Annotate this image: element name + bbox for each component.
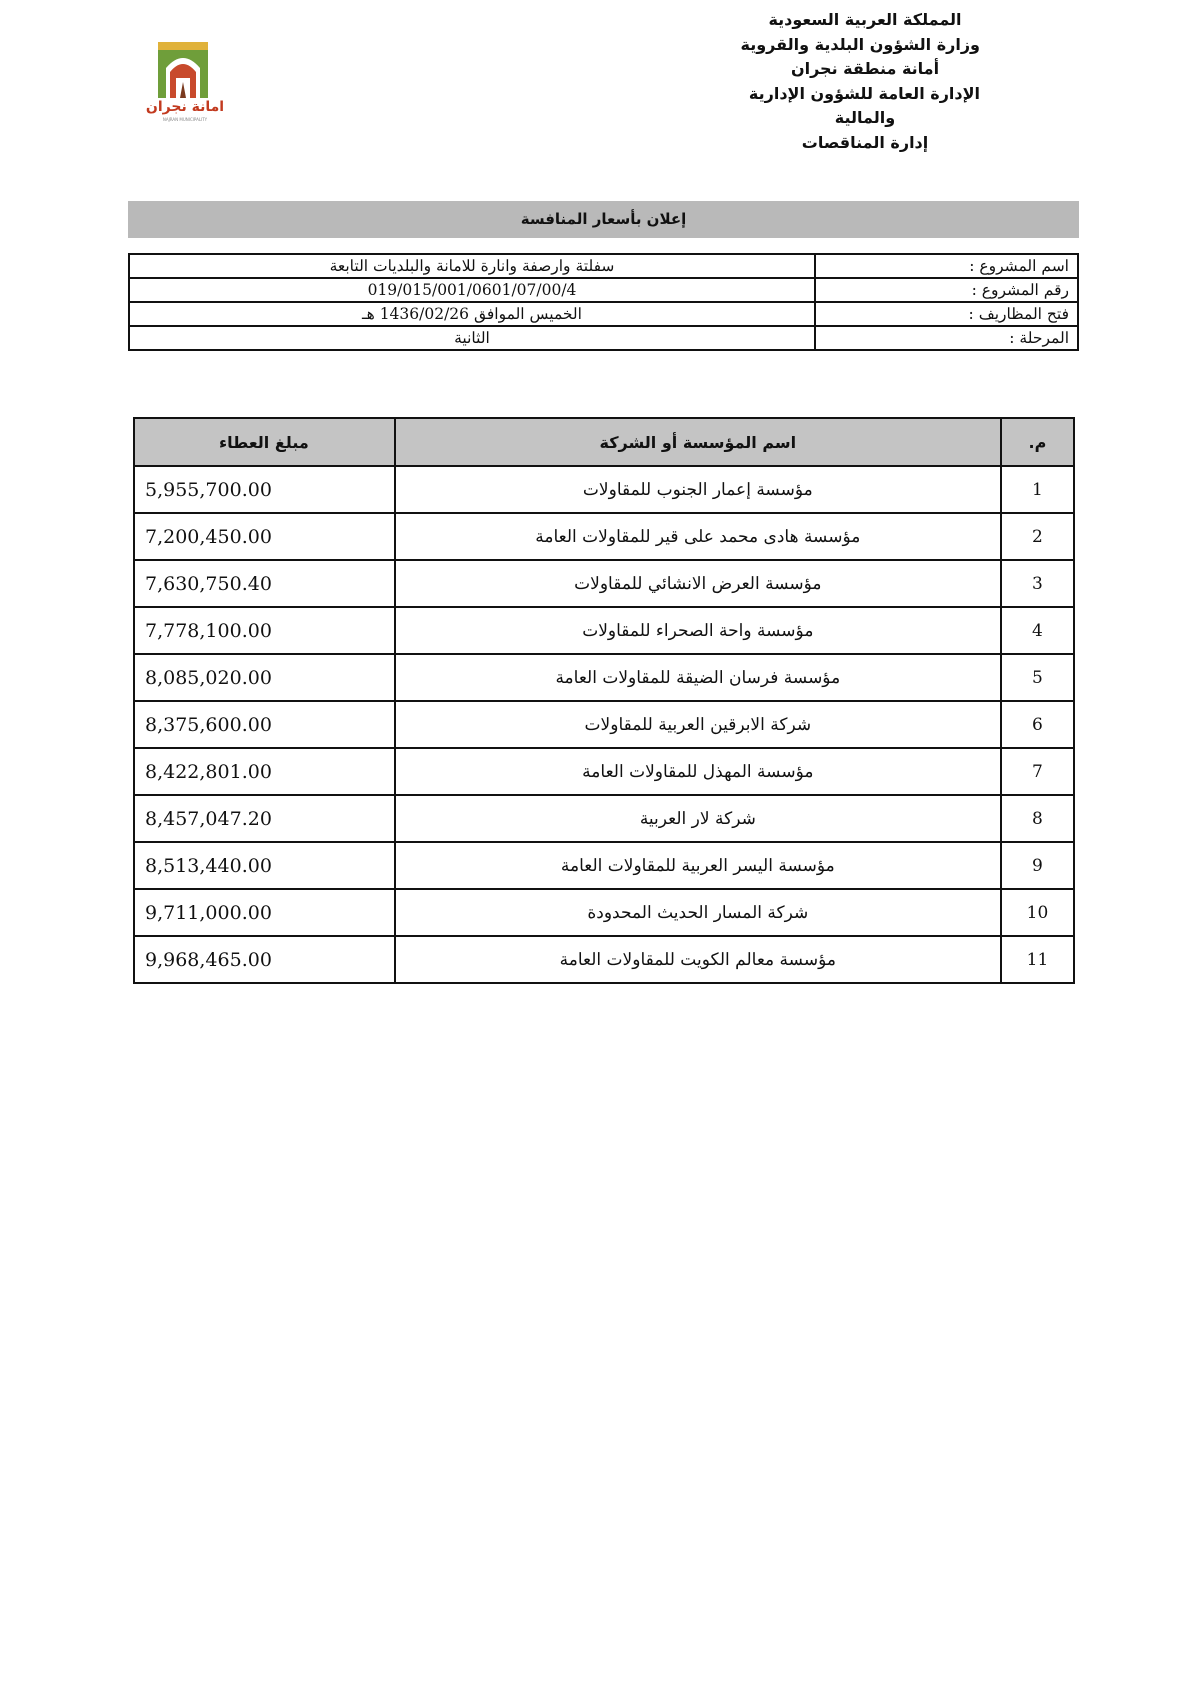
header-number: م.: [1001, 418, 1074, 466]
info-value: سفلتة وارصفة وانارة للامانة والبلديات التابعة: [129, 254, 815, 278]
row-number: 3: [1001, 560, 1074, 607]
row-number: 11: [1001, 936, 1074, 983]
row-number: 10: [1001, 889, 1074, 936]
table-row: [134, 889, 1074, 936]
letterhead-line: إدارة المناقصات: [801, 132, 929, 152]
letterhead: [740, 8, 980, 155]
company-name: مؤسسة معالم الكويت للمقاولات العامة: [395, 936, 1001, 983]
table-row: [134, 466, 1074, 513]
info-row: [129, 278, 1078, 302]
company-name: مؤسسة العرض الانشائي للمقاولات: [395, 560, 1001, 607]
table-row: [134, 701, 1074, 748]
municipality-logo: [140, 38, 230, 124]
info-label: المرحلة :: [815, 326, 1078, 350]
letterhead-line: المملكة العربية السعودية: [768, 10, 962, 29]
row-number: 4: [1001, 607, 1074, 654]
company-name: شركة لار العربية: [395, 795, 1001, 842]
header-company-name: اسم المؤسسة أو الشركة: [395, 418, 1001, 466]
table-row: [134, 842, 1074, 889]
row-number: 7: [1001, 748, 1074, 795]
bid-amount: 7,630,750.40: [134, 560, 395, 607]
bid-amount: 9,711,000.00: [134, 889, 395, 936]
row-number: 2: [1001, 513, 1074, 560]
project-info-table: [128, 253, 1079, 351]
info-value: 019/015/001/0601/07/00/4: [129, 278, 815, 302]
bid-amount: 7,778,100.00: [134, 607, 395, 654]
table-row: [134, 513, 1074, 560]
table-row: [134, 795, 1074, 842]
row-number: 8: [1001, 795, 1074, 842]
table-row: [134, 936, 1074, 983]
letterhead-line: والمالية: [834, 108, 896, 127]
company-name: مؤسسة فرسان الضيقة للمقاولات العامة: [395, 654, 1001, 701]
info-label: فتح المظاريف :: [815, 302, 1078, 326]
info-value: الخميس الموافق 1436/02/26 هـ: [129, 302, 815, 326]
letterhead-line: أمانة منطقة نجران: [790, 59, 940, 78]
info-label: رقم المشروع :: [815, 278, 1078, 302]
table-row: [134, 748, 1074, 795]
company-name: مؤسسة واحة الصحراء للمقاولات: [395, 607, 1001, 654]
table-row: [134, 654, 1074, 701]
info-row: [129, 326, 1078, 350]
company-name: مؤسسة المهذل للمقاولات العامة: [395, 748, 1001, 795]
bids-table: [133, 417, 1075, 984]
bid-amount: 8,422,801.00: [134, 748, 395, 795]
info-label: اسم المشروع :: [815, 254, 1078, 278]
info-row: [129, 254, 1078, 278]
company-name: شركة الابرقين العربية للمقاولات: [395, 701, 1001, 748]
info-value: الثانية: [129, 326, 815, 350]
table-row: [134, 560, 1074, 607]
company-name: مؤسسة إعمار الجنوب للمقاولات: [395, 466, 1001, 513]
letterhead-line: وزارة الشؤون البلدية والقروية: [740, 34, 980, 54]
bid-amount: 8,513,440.00: [134, 842, 395, 889]
header-bid-amount: مبلغ العطاء: [134, 418, 395, 466]
table-header-row: [134, 418, 1074, 466]
company-name: شركة المسار الحديث المحدودة: [395, 889, 1001, 936]
info-row: [129, 302, 1078, 326]
letterhead-line: الإدارة العامة للشؤون الإدارية: [748, 83, 980, 103]
row-number: 9: [1001, 842, 1074, 889]
row-number: 1: [1001, 466, 1074, 513]
table-row: [134, 607, 1074, 654]
bid-amount: 5,955,700.00: [134, 466, 395, 513]
logo-text: امانة نجران: [145, 99, 225, 115]
row-number: 5: [1001, 654, 1074, 701]
company-name: مؤسسة هادى محمد على قير للمقاولات العامة: [395, 513, 1001, 560]
announcement-title: إعلان بأسعار المنافسة: [128, 201, 1079, 238]
bid-amount: 8,457,047.20: [134, 795, 395, 842]
logo-emblem-icon: [140, 38, 230, 124]
company-name: مؤسسة اليسر العربية للمقاولات العامة: [395, 842, 1001, 889]
bid-amount: 9,968,465.00: [134, 936, 395, 983]
logo-subtext: NAJRAN MUNICIPALITY: [162, 117, 208, 122]
bid-amount: 8,375,600.00: [134, 701, 395, 748]
row-number: 6: [1001, 701, 1074, 748]
bid-amount: 7,200,450.00: [134, 513, 395, 560]
bid-amount: 8,085,020.00: [134, 654, 395, 701]
